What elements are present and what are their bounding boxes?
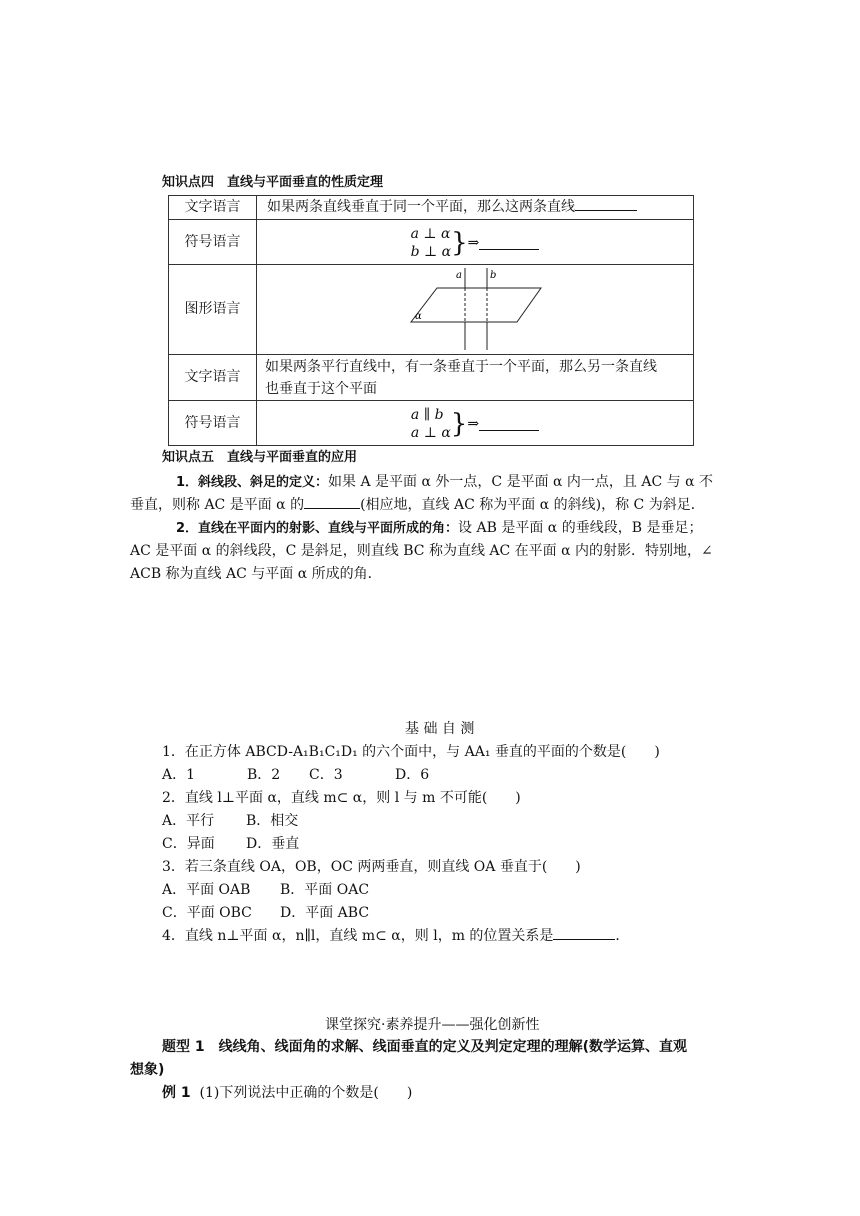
question-4-end: ． xyxy=(615,928,630,944)
row-label: 图形语言 xyxy=(169,265,257,355)
label-b: b xyxy=(490,269,497,281)
implies-arrow: ⇒ xyxy=(467,415,480,432)
theorem-text-line-1: 如果两条平行直线中，有一条垂直于一个平面，那么另一条直线 xyxy=(265,358,657,375)
answer-blank xyxy=(304,496,360,509)
question-3-options-row-1 xyxy=(162,879,369,901)
answer-blank xyxy=(479,237,539,250)
question-3-options-row-2 xyxy=(162,902,369,924)
implies-arrow: ⇒ xyxy=(467,234,480,251)
brace-icon: } xyxy=(451,228,468,258)
option-d: D．6 xyxy=(395,767,430,783)
option-d: D．平面 ABC xyxy=(280,905,370,921)
self-test-heading: 基 础 自 测 xyxy=(405,721,475,737)
table-row xyxy=(169,401,694,446)
perpendicular-lines-figure xyxy=(405,266,545,354)
definition-2-line-1 xyxy=(176,517,702,540)
option-c: C．平面 OBC xyxy=(162,905,252,921)
row-content xyxy=(257,355,694,401)
question-1-options xyxy=(162,764,429,786)
question-2-options-row-1 xyxy=(162,810,298,832)
premise-2: a ⊥ α xyxy=(410,425,451,441)
option-d: D．垂直 xyxy=(246,836,300,852)
topic-line-2: 想象) xyxy=(130,1062,165,1078)
topic-line-1: 题型 1 线线角、线面角的求解、线面垂直的定义及判定定理的理解(数学运算、直观 xyxy=(162,1039,688,1055)
row-content xyxy=(257,220,694,265)
premise-2: b ⊥ α xyxy=(410,244,452,260)
table-row xyxy=(169,265,694,355)
premise-lines xyxy=(411,225,451,261)
label-a: a xyxy=(456,269,462,281)
premise-1: a ⊥ α xyxy=(410,226,451,242)
option-b: B．2 xyxy=(247,767,281,783)
option-c: C．3 xyxy=(309,767,343,783)
option-a: A．平面 OAB xyxy=(162,882,251,898)
row-label: 文字语言 xyxy=(169,196,257,220)
section-title-k4: 知识点四 直线与平面垂直的性质定理 xyxy=(162,175,384,190)
option-a: A．1 xyxy=(162,767,196,783)
option-b: B．相交 xyxy=(246,813,299,829)
premise-lines xyxy=(411,406,451,442)
symbolic-statement xyxy=(411,406,539,442)
question-4 xyxy=(162,925,629,947)
theorem-text-line-2: 也垂直于这个平面 xyxy=(265,380,377,397)
definition-2-line-2: AC 是平面 α 的斜线段，C 是斜足，则直线 BC 称为直线 AC 在平面 α 内的射影．特别地，∠ xyxy=(130,543,713,559)
example-1 xyxy=(162,1082,412,1104)
definition-1-text: 如果 A 是平面 α 外一点，C 是平面 α 内一点，且 AC 与 α 不 xyxy=(328,474,714,490)
symbolic-statement xyxy=(411,225,540,261)
definition-1-text-a: 垂直，则称 AC 是平面 α 的 xyxy=(130,497,305,513)
answer-blank xyxy=(575,198,637,211)
row-content xyxy=(257,196,694,220)
theorem-text: 如果两条直线垂直于同一个平面，那么这两条直线 xyxy=(267,199,575,216)
option-a: A．平行 xyxy=(162,813,215,829)
definition-2-text: 设 AB 是平面 α 的垂线段，B 是垂足； xyxy=(458,520,703,536)
row-label: 符号语言 xyxy=(169,220,257,265)
definition-2-lead: 2．直线在平面内的射影、直线与平面所成的角： xyxy=(176,521,459,536)
answer-blank xyxy=(479,418,539,431)
label-alpha: α xyxy=(415,310,422,322)
question-4-text: 4．直线 n⊥平面 α，n∥l，直线 m⊂ α，则 l，m 的位置关系是 xyxy=(162,928,554,944)
answer-blank xyxy=(553,927,615,940)
row-label: 文字语言 xyxy=(169,355,257,401)
table-row xyxy=(169,196,694,220)
option-c: C．异面 xyxy=(162,836,215,852)
brace-icon: } xyxy=(450,409,468,439)
row-content xyxy=(257,265,694,355)
premise-1: a ∥ b xyxy=(410,407,444,423)
inquiry-heading: 课堂探究·素养提升——强化创新性 xyxy=(325,1017,540,1033)
section-title-k5: 知识点五 直线与平面垂直的应用 xyxy=(162,450,358,465)
row-label: 符号语言 xyxy=(169,401,257,446)
example-text: (1)下列说法中正确的个数是( ) xyxy=(199,1085,413,1101)
definition-1-line-1 xyxy=(176,471,713,494)
theorem-table xyxy=(168,195,694,446)
question-1: 1．在正方体 ABCD-A₁B₁C₁D₁ 的六个面中，与 AA₁ 垂直的平面的个数是( ) xyxy=(162,744,660,760)
table-row xyxy=(169,355,694,401)
question-2-options-row-2 xyxy=(162,833,299,855)
definition-1-line-2 xyxy=(130,494,705,516)
definition-1-text-b: (相应地，直线 AC 称为平面 α 的斜线)，称 C 为斜足． xyxy=(360,497,705,513)
definition-2-line-3: ACB 称为直线 AC 与平面 α 所成的角． xyxy=(130,566,382,582)
question-3: 3．若三条直线 OA，OB，OC 两两垂直，则直线 OA 垂直于( ) xyxy=(162,859,581,875)
option-b: B．平面 OAC xyxy=(280,882,370,898)
row-content xyxy=(257,401,694,446)
table-row xyxy=(169,220,694,265)
definition-1-lead: 1．斜线段、斜足的定义： xyxy=(176,475,329,490)
example-label: 例 1 xyxy=(162,1085,191,1101)
question-2: 2．直线 l⊥平面 α，直线 m⊂ α，则 l 与 m 不可能( ) xyxy=(162,790,521,806)
